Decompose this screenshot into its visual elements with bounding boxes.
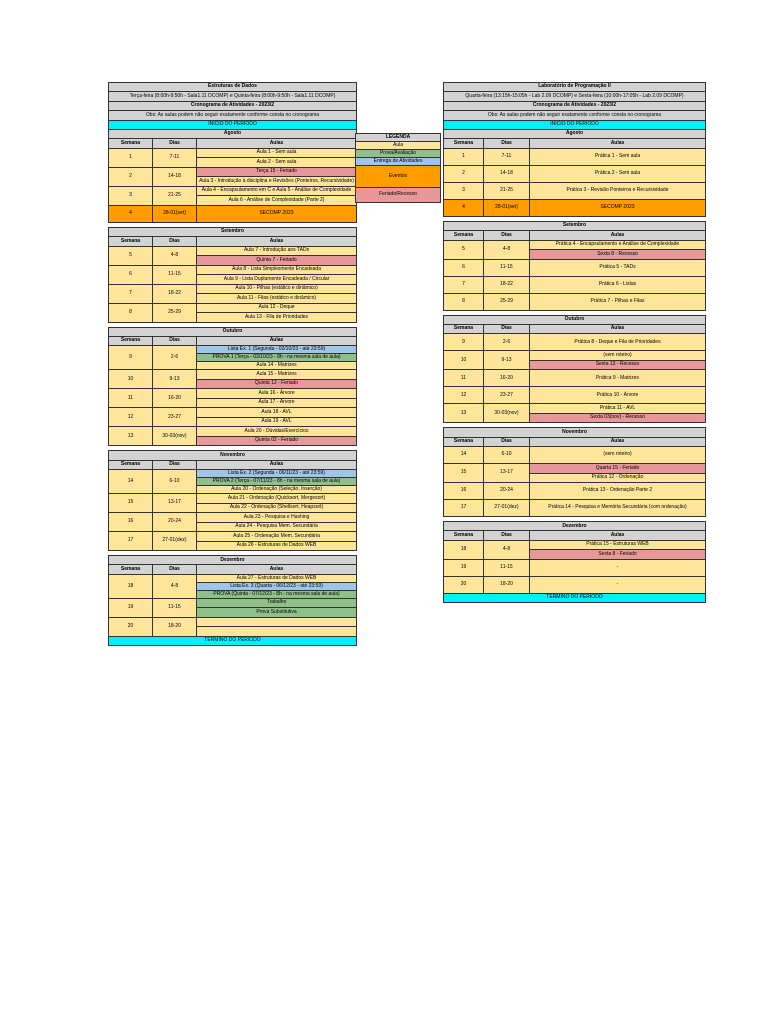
column-header: Semana — [444, 231, 484, 240]
week-row — [109, 303, 357, 313]
schedule-note: Obs: As aulas podem não seguir exatamente conforme consta no cronograma — [444, 111, 706, 120]
week-days: 9-13 — [153, 370, 197, 389]
column-header: Dias — [484, 531, 530, 540]
laboratorio-schedule — [443, 82, 706, 603]
week-days: 20-24 — [484, 483, 530, 500]
lesson-entry: Aula 11 - Filas (estático e dinâmico) — [197, 294, 357, 304]
week-days: 21-25 — [484, 182, 530, 199]
month-row — [109, 129, 357, 138]
lesson-entry: Aula 20 - Ordenação (Seleção, Inserção) — [197, 486, 357, 494]
week-row — [444, 500, 706, 517]
column-header: Dias — [153, 336, 197, 345]
legend-row — [356, 142, 441, 150]
lesson-entry: Prática 6 - Listas — [530, 276, 706, 293]
week-days: 21-25 — [153, 186, 197, 205]
lesson-entry: Aula 17 - Árvore — [197, 398, 357, 408]
class-schedule: Quarta-feira (13:15h-15:05h - Lab 2.09 DCOMP) e Sexta-feira (10:00h-17:05h - Lab 2.09 DCOMP) — [444, 92, 706, 101]
lesson-entry: Prática 7 - Pilhas e Filas — [530, 293, 706, 310]
columns-row — [109, 237, 357, 246]
week-row — [444, 351, 706, 361]
week-row — [444, 199, 706, 216]
week-number: 15 — [109, 494, 153, 513]
lesson-entry: Prática 1 - Sem aula — [530, 148, 706, 165]
lesson-entry: - — [530, 559, 706, 576]
month-row — [109, 227, 357, 236]
month-row — [444, 522, 706, 531]
column-header: Dias — [484, 437, 530, 446]
week-row — [444, 447, 706, 464]
column-header: Dias — [153, 139, 197, 148]
week-days: 25-29 — [153, 303, 197, 322]
legend-title-row — [356, 134, 441, 142]
week-number: 16 — [444, 483, 484, 500]
week-days: 13-17 — [153, 494, 197, 513]
column-header: Dias — [484, 139, 530, 148]
lesson-entry: Aula 25 - Ordenação Mem. Secundária — [197, 532, 357, 542]
lesson-entry: Aula 4 - Encapsulamento em C e Aula 5 - Análise de Complexidade — [197, 186, 357, 196]
lesson-entry: Prática 11 - AVL — [530, 404, 706, 414]
week-row — [109, 427, 357, 437]
columns-row — [109, 336, 357, 345]
lesson-entry: PROVA 1 (Terça - 03/10/23 - 8h - na mesma sala de aula) — [197, 354, 357, 362]
week-days: 18-22 — [484, 276, 530, 293]
week-number: 18 — [444, 540, 484, 559]
legend-item: Feriado/Recesso — [356, 188, 441, 203]
week-number: 3 — [109, 186, 153, 205]
legend-row — [356, 166, 441, 188]
week-days: 4-8 — [484, 240, 530, 259]
week-number: 12 — [444, 387, 484, 404]
week-number: 19 — [109, 598, 153, 617]
lesson-entry: Terça 15 - Feriado — [197, 167, 357, 177]
columns-row — [444, 231, 706, 240]
column-header: Aulas — [197, 336, 357, 345]
legend-row — [356, 158, 441, 166]
column-header: Dias — [484, 324, 530, 333]
lesson-entry: Prática 3 - Revisão Ponteiros e Recursividade — [530, 182, 706, 199]
week-row — [444, 148, 706, 165]
columns-row — [109, 139, 357, 148]
week-row — [109, 598, 357, 608]
week-number: 1 — [444, 148, 484, 165]
week-row — [444, 334, 706, 351]
week-number: 9 — [444, 334, 484, 351]
lesson-entry: Prática 2 - Sem aula — [530, 165, 706, 182]
lesson-entry: Aula 9 - Lista Duplamente Encadeada / Circular — [197, 275, 357, 285]
column-header: Semana — [444, 531, 484, 540]
month-header: Outubro — [109, 327, 357, 336]
lesson-entry: Prática 8 - Deque e Fila de Prioridades — [530, 334, 706, 351]
week-number: 2 — [444, 165, 484, 182]
week-days: 13-17 — [484, 464, 530, 483]
week-days: 4-8 — [484, 540, 530, 559]
column-header: Dias — [153, 565, 197, 574]
lesson-entry: Sexta 8 - Feriado — [530, 550, 706, 560]
week-row — [444, 540, 706, 550]
period-end: TÉRMINO DO PERÍODO — [444, 593, 706, 602]
columns-row — [109, 460, 357, 469]
start-row — [444, 120, 706, 129]
week-days: 11-15 — [484, 259, 530, 276]
course-title: Estruturas de Dados — [109, 83, 357, 92]
lesson-entry: Aula 18 - AVL — [197, 408, 357, 418]
lesson-entry: Aula 8 - Lista Simplesmente Encadeada — [197, 265, 357, 275]
week-days: 20-24 — [153, 513, 197, 532]
lesson-entry: Aula 24 - Pesquisa Mem. Secundária — [197, 522, 357, 532]
week-days: 18-20 — [153, 617, 197, 636]
columns-row — [444, 324, 706, 333]
lesson-entry: Prática 14 - Pesquisa e Memória Secundária (com ordenação) — [530, 500, 706, 517]
legend-title: LEGENDA — [356, 134, 441, 142]
week-number: 7 — [109, 284, 153, 303]
week-days: 23-27 — [484, 387, 530, 404]
week-row — [109, 346, 357, 354]
lesson-entry: Prática 10 - Árvore — [530, 387, 706, 404]
week-row — [109, 246, 357, 256]
week-number: 4 — [444, 199, 484, 216]
week-number: 5 — [444, 240, 484, 259]
schedule-note: Obs: As aulas podem não seguir exatamente conforme consta no cronograma — [109, 111, 357, 120]
week-days: 14-18 — [153, 167, 197, 186]
schedule-row — [444, 92, 706, 101]
column-header: Aulas — [530, 324, 706, 333]
lesson-entry: Aula 16 - Árvore — [197, 389, 357, 399]
lesson-entry — [197, 617, 357, 627]
week-days: 7-11 — [484, 148, 530, 165]
end-row — [109, 636, 357, 645]
week-row — [444, 464, 706, 474]
week-days: 16-20 — [153, 389, 197, 408]
week-row — [109, 167, 357, 177]
week-row — [444, 165, 706, 182]
legend-item: Eventos — [356, 166, 441, 188]
subtitle-row — [444, 101, 706, 110]
subtitle-row — [109, 101, 357, 110]
column-header: Aulas — [197, 565, 357, 574]
week-row — [109, 617, 357, 627]
lesson-entry: Aula 1 - Sem aula — [197, 148, 357, 158]
column-header: Semana — [444, 437, 484, 446]
week-days: 11-15 — [484, 559, 530, 576]
column-header: Semana — [109, 565, 153, 574]
month-row — [444, 221, 706, 230]
month-header: Novembro — [444, 428, 706, 437]
week-row — [109, 494, 357, 504]
schedule-subtitle: Cronograma de Atividades - 2023/2 — [109, 101, 357, 110]
lesson-entry: Prática 15 - Estruturas WEB — [530, 540, 706, 550]
week-days: 28-01(set) — [484, 199, 530, 216]
lesson-entry: Aula 3 - Introdução à disciplina e Revisões (Ponteiros, Recursividade) — [197, 177, 357, 187]
week-number: 5 — [109, 246, 153, 265]
week-days: 30-03(nov) — [153, 427, 197, 446]
month-row — [109, 327, 357, 336]
month-header: Setembro — [444, 221, 706, 230]
week-number: 11 — [444, 370, 484, 387]
week-days: 14-18 — [484, 165, 530, 182]
column-header: Dias — [153, 237, 197, 246]
lesson-entry: Prática 9 - Matrizes — [530, 370, 706, 387]
week-row — [109, 284, 357, 294]
lesson-entry: PROVA (Quinta - 07/12/23 - 8h - na mesma sala de aula) — [197, 590, 357, 598]
week-days: 30-03(nov) — [484, 404, 530, 423]
lesson-entry: Aula 2 - Sem aula — [197, 158, 357, 168]
week-days: 9-13 — [484, 351, 530, 370]
week-number: 8 — [444, 293, 484, 310]
legend-item: Aula — [356, 142, 441, 150]
class-schedule: Terça-feira (8:00h-9:50h - Sala1.11 DCOMP) e Quinta-feira (8:00h-9:50h - Sala1.11 DCOMP) — [109, 92, 357, 101]
week-days: 11-15 — [153, 598, 197, 617]
estruturas-de-dados-schedule — [108, 82, 357, 646]
week-days: 28-01(set) — [153, 205, 197, 222]
week-row — [444, 559, 706, 576]
lesson-entry: Aula 13 - Fila de Prioridades — [197, 313, 357, 323]
week-row — [109, 186, 357, 196]
week-row — [109, 574, 357, 582]
week-row — [444, 370, 706, 387]
column-header: Semana — [444, 139, 484, 148]
note-row — [444, 111, 706, 120]
lesson-entry: Aula 7 - Introdução aos TADs — [197, 246, 357, 256]
week-number: 20 — [109, 617, 153, 636]
week-days: 6-10 — [153, 470, 197, 494]
month-row — [109, 556, 357, 565]
lesson-entry: Prova Substitutiva — [197, 608, 357, 618]
week-days: 25-29 — [484, 293, 530, 310]
week-row — [109, 408, 357, 418]
week-number: 17 — [109, 532, 153, 551]
week-number: 13 — [444, 404, 484, 423]
legend-row — [356, 188, 441, 203]
week-row — [109, 370, 357, 380]
column-header: Aulas — [197, 460, 357, 469]
week-days: 16-20 — [484, 370, 530, 387]
schedule-subtitle: Cronograma de Atividades - 2023/2 — [444, 101, 706, 110]
week-row — [109, 265, 357, 275]
week-row — [109, 148, 357, 158]
lesson-entry: Aula 14 - Matrizes — [197, 362, 357, 370]
month-header: Setembro — [109, 227, 357, 236]
lesson-entry: SECOMP 2023 — [530, 199, 706, 216]
column-header: Semana — [109, 139, 153, 148]
week-number: 7 — [444, 276, 484, 293]
month-header: Agosto — [444, 129, 706, 138]
month-header: Dezembro — [109, 556, 357, 565]
week-number: 18 — [109, 574, 153, 598]
lesson-entry — [197, 627, 357, 637]
lesson-entry: Sexta 03(nov) - Recesso — [530, 413, 706, 423]
title-row — [444, 83, 706, 92]
lesson-entry: Aula 10 - Pilhas (estático e dinâmico) — [197, 284, 357, 294]
week-row — [444, 276, 706, 293]
week-number: 11 — [109, 389, 153, 408]
column-header: Dias — [153, 460, 197, 469]
schedule-row — [109, 92, 357, 101]
lesson-entry: (sem roteiro) — [530, 447, 706, 464]
week-days: 7-11 — [153, 148, 197, 167]
week-days: 23-27 — [153, 408, 197, 427]
week-days: 27-01(dez) — [484, 500, 530, 517]
lesson-entry: Aula 19 - AVL — [197, 417, 357, 427]
lesson-entry: Quarta 15 - Feriado — [530, 464, 706, 474]
lesson-entry: Lista Ex. 1 (Segunda - 02/10/23 - até 23:59) — [197, 346, 357, 354]
week-number: 4 — [109, 205, 153, 222]
week-number: 6 — [109, 265, 153, 284]
month-row — [444, 315, 706, 324]
course-title: Laboratório de Programação II — [444, 83, 706, 92]
lesson-entry: Aula 21 - Ordenação (Quicksort, Mergesort) — [197, 494, 357, 504]
lesson-entry: Trabalho — [197, 598, 357, 608]
week-number: 15 — [444, 464, 484, 483]
week-number: 17 — [444, 500, 484, 517]
column-header: Aulas — [197, 237, 357, 246]
week-number: 14 — [109, 470, 153, 494]
week-number: 14 — [444, 447, 484, 464]
week-days: 11-15 — [153, 265, 197, 284]
title-row — [109, 83, 357, 92]
month-row — [109, 451, 357, 460]
columns-row — [109, 565, 357, 574]
lesson-entry: Lista Ex. 2 (Segunda - 06/11/23 - até 23:59) — [197, 470, 357, 478]
lesson-entry: Sexta 8 - Recesso — [530, 250, 706, 260]
month-header: Novembro — [109, 451, 357, 460]
columns-row — [444, 531, 706, 540]
lesson-entry: Quinta 7 - Feriado — [197, 256, 357, 266]
legend-item: Entrega de Atividades — [356, 158, 441, 166]
lesson-entry: Prática 12 - Ordenação — [530, 473, 706, 483]
lesson-entry: Quinta 02 - Feriado — [197, 436, 357, 446]
week-number: 3 — [444, 182, 484, 199]
week-number: 1 — [109, 148, 153, 167]
week-row — [109, 205, 357, 222]
month-header: Outubro — [444, 315, 706, 324]
week-number: 13 — [109, 427, 153, 446]
week-days: 18-22 — [153, 284, 197, 303]
week-row — [109, 470, 357, 478]
week-number: 20 — [444, 576, 484, 593]
column-header: Semana — [109, 460, 153, 469]
week-number: 9 — [109, 346, 153, 370]
legend-row — [356, 150, 441, 158]
lesson-entry: Prática 5 - TADs — [530, 259, 706, 276]
week-row — [444, 240, 706, 250]
columns-row — [444, 437, 706, 446]
column-header: Aulas — [197, 139, 357, 148]
lesson-entry: - — [530, 576, 706, 593]
week-number: 19 — [444, 559, 484, 576]
week-days: 2-6 — [484, 334, 530, 351]
week-days: 6-10 — [484, 447, 530, 464]
column-header: Semana — [444, 324, 484, 333]
week-row — [444, 293, 706, 310]
period-start: INÍCIO DO PERÍODO — [109, 120, 357, 129]
note-row — [109, 111, 357, 120]
legend-table — [355, 133, 441, 203]
week-row — [109, 389, 357, 399]
week-days: 27-01(dez) — [153, 532, 197, 551]
week-days: 4-8 — [153, 246, 197, 265]
legend-item: Prova/Avaliação — [356, 150, 441, 158]
column-header: Dias — [484, 231, 530, 240]
month-header: Agosto — [109, 129, 357, 138]
lesson-entry: Prática 4 - Encapsulamento e Análise de Complexidade — [530, 240, 706, 250]
period-start: INÍCIO DO PERÍODO — [444, 120, 706, 129]
week-row — [444, 483, 706, 500]
week-number: 10 — [444, 351, 484, 370]
lesson-entry: PROVA 2 (Terça - 07/11/23 - 8h - na mesma sala de aula) — [197, 478, 357, 486]
week-row — [109, 532, 357, 542]
week-number: 2 — [109, 167, 153, 186]
lesson-entry: Aula 27 - Estruturas de Dados WEB — [197, 574, 357, 582]
week-number: 12 — [109, 408, 153, 427]
lesson-entry: Aula 20 - Dúvidas/Exercícios — [197, 427, 357, 437]
lesson-entry: Quinta 12 - Feriado — [197, 379, 357, 389]
lesson-entry: Aula 12 - Deque — [197, 303, 357, 313]
period-end: TÉRMINO DO PERÍODO — [109, 636, 357, 645]
week-row — [444, 576, 706, 593]
column-header: Aulas — [530, 437, 706, 446]
columns-row — [444, 139, 706, 148]
week-days: 4-8 — [153, 574, 197, 598]
week-number: 10 — [109, 370, 153, 389]
column-header: Aulas — [530, 139, 706, 148]
column-header: Aulas — [530, 531, 706, 540]
lesson-entry: Aula 6 - Análise de Complexidade (Parte 2) — [197, 196, 357, 206]
column-header: Semana — [109, 336, 153, 345]
lesson-entry: SECOMP 2023 — [197, 205, 357, 222]
start-row — [109, 120, 357, 129]
lesson-entry: Aula 26 - Estruturas de Dados WEB — [197, 541, 357, 551]
week-row — [444, 182, 706, 199]
lesson-entry: Lista Ex. 3 (Quarta - 06/12/23 - até 23:59) — [197, 582, 357, 590]
month-header: Dezembro — [444, 522, 706, 531]
column-header: Semana — [109, 237, 153, 246]
column-header: Aulas — [530, 231, 706, 240]
week-row — [109, 513, 357, 523]
lesson-entry: Sexta 13 - Recesso — [530, 360, 706, 370]
lesson-entry: (sem roteiro) — [530, 351, 706, 361]
month-row — [444, 428, 706, 437]
lesson-entry: Aula 22 - Ordenação (Shellsort, Heapsort) — [197, 503, 357, 513]
week-number: 8 — [109, 303, 153, 322]
lesson-entry: Aula 23 - Pesquisa e Hashing — [197, 513, 357, 523]
week-row — [444, 404, 706, 414]
week-days: 2-6 — [153, 346, 197, 370]
month-row — [444, 129, 706, 138]
week-number: 6 — [444, 259, 484, 276]
week-days: 18-20 — [484, 576, 530, 593]
end-row — [444, 593, 706, 602]
week-number: 16 — [109, 513, 153, 532]
week-row — [444, 259, 706, 276]
week-row — [444, 387, 706, 404]
lesson-entry: Prática 13 - Ordenação Parte 2 — [530, 483, 706, 500]
lesson-entry: Aula 15 - Matrizes — [197, 370, 357, 380]
